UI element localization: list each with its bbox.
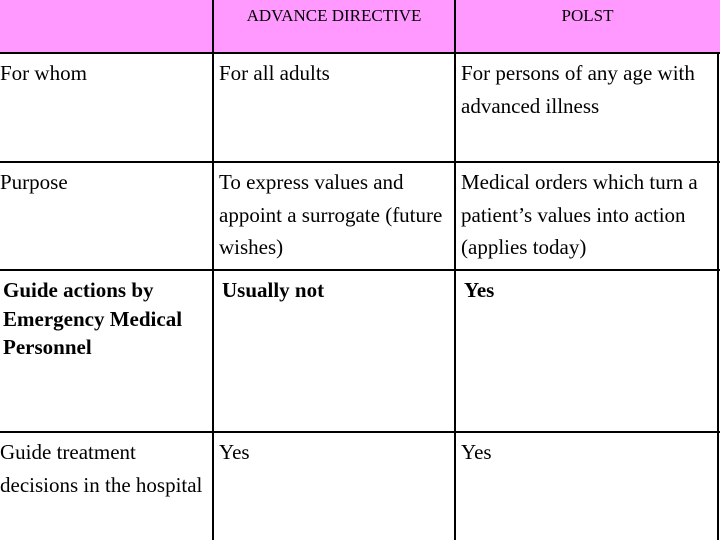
cell-guide-actions-polst: Yes	[455, 270, 720, 432]
header-polst: POLST	[455, 0, 720, 53]
row-label-for-whom: For whom	[0, 53, 213, 162]
cell-for-whom-advance-directive: For all adults	[213, 53, 455, 162]
row-label-guide-actions-ems: Guide actions by Emergency Medical Personnel	[0, 270, 213, 432]
grid-hline-1	[0, 52, 720, 54]
cell-purpose-polst: Medical orders which turn a patient’s values into action (applies today)	[455, 162, 720, 270]
grid-vline-right	[717, 53, 719, 540]
grid-hline-2	[0, 161, 720, 163]
header-advance-directive: ADVANCE DIRECTIVE	[213, 0, 455, 53]
cell-guide-treatment-polst: Yes	[455, 432, 720, 540]
row-label-guide-treatment-hospital: Guide treatment decisions in the hospital	[0, 432, 213, 540]
cell-guide-treatment-advance-directive: Yes	[213, 432, 455, 540]
row-label-purpose: Purpose	[0, 162, 213, 270]
grid-hline-4	[0, 431, 720, 433]
cell-for-whom-polst: For persons of any age with advanced illness	[455, 53, 720, 162]
cell-guide-actions-advance-directive: Usually not	[213, 270, 455, 432]
cell-purpose-advance-directive: To express values and appoint a surrogate (future wishes)	[213, 162, 455, 270]
header-cell-empty	[0, 0, 213, 53]
grid-hline-3	[0, 269, 720, 271]
